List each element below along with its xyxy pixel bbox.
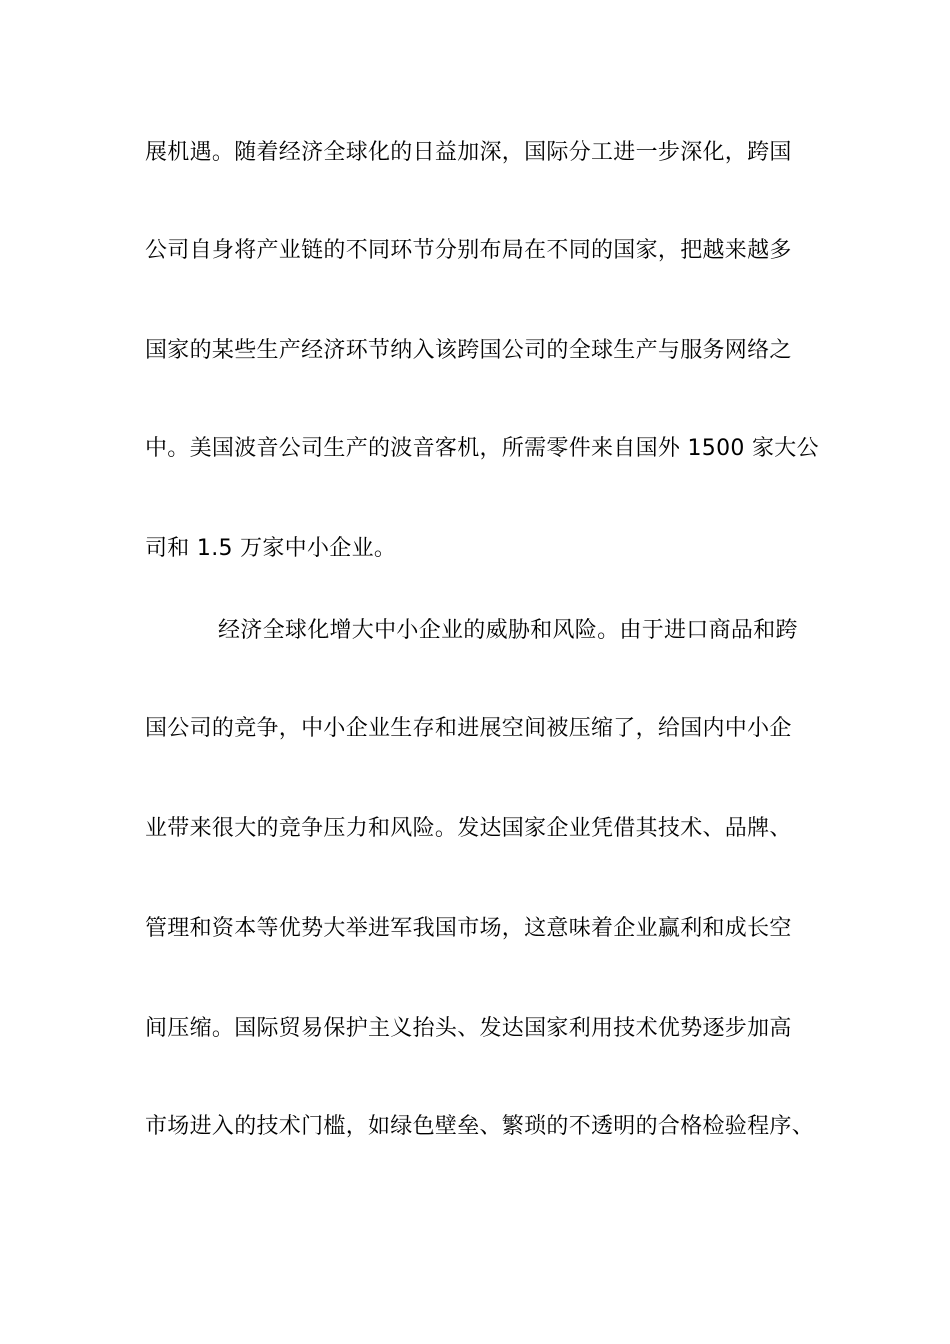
text-line: 展机遇。随着经济全球化的日益加深，国际分工进一步深化，跨国 (145, 140, 792, 165)
text-line: 业带来很大的竞争压力和风险。发达国家企业凭借其技术、品牌、 (145, 816, 792, 841)
text-line: 中。美国波音公司生产的波音客机，所需零件来自国外 1500 家大公 (145, 436, 819, 461)
text-line: 间压缩。国际贸易保护主义抬头、发达国家利用技术优势逐步加高 (145, 1016, 792, 1041)
text-line: 司和 1.5 万家中小企业。 (145, 536, 397, 561)
text-line: 公司自身将产业链的不同环节分别布局在不同的国家，把越来越多 (145, 238, 792, 263)
paragraph-first-line: 经济全球化增大中小企业的威胁和风险。由于进口商品和跨 (218, 618, 798, 643)
text-line: 国家的某些生产经济环节纳入该跨国公司的全球生产与服务网络之 (145, 338, 792, 363)
text-line: 国公司的竞争，中小企业生存和进展空间被压缩了，给国内中小企 (145, 716, 792, 741)
text-line: 市场进入的技术门槛，如绿色壁垒、繁琐的不透明的合格检验程序、 (145, 1114, 815, 1139)
text-line: 管理和资本等优势大举进军我国市场，这意味着企业赢利和成长空 (145, 916, 792, 941)
